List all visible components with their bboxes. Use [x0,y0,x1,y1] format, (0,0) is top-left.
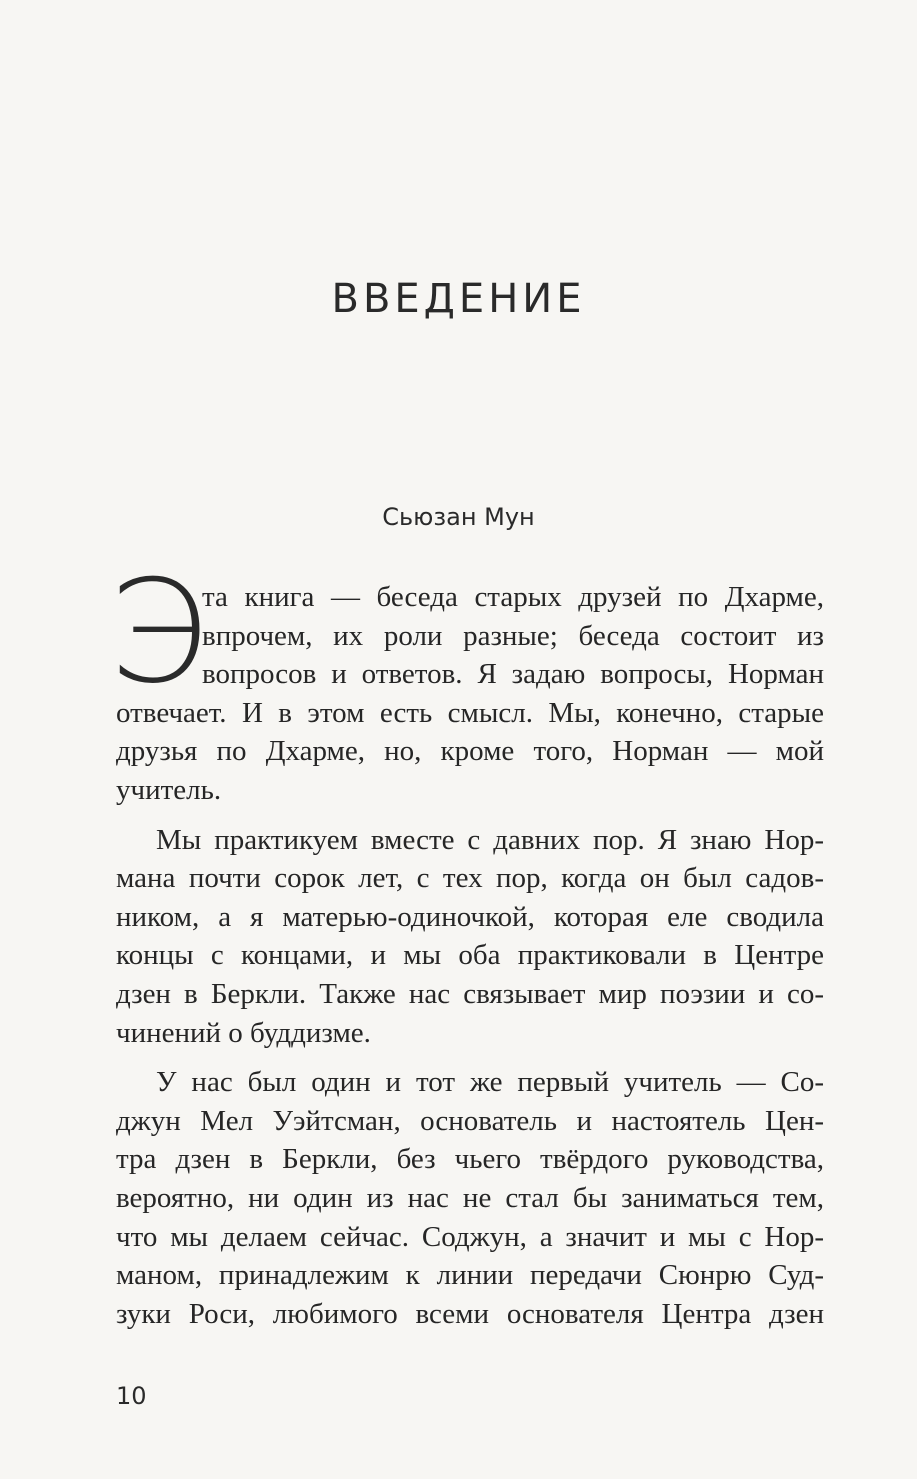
body-text [116,578,824,1333]
text-line: друзья по Дхарме, но, кроме того, Норман — мой [116,735,824,768]
chapter-author: Сьюзан Мун [382,503,535,531]
text-line: вопросов и ответов. Я задаю вопросы, Норман [202,658,824,691]
chapter-title: ВВЕДЕНИЕ [331,276,586,322]
text-line: учитель. [116,773,222,806]
text-line: впрочем, их роли разные; беседа состоит из [202,619,824,652]
page-number: 10 [116,1382,147,1410]
text-line: джун Мел Уэйтсман, основатель и настоятель Цен- [116,1104,824,1137]
text-line: мана почти сорок лет, с тех пор, когда он был садов- [116,862,824,895]
text-line: чинений о буддизме. [116,1016,371,1049]
text-line: тра дзен в Беркли, без чьего твёрдого руководства, [116,1143,824,1176]
text-line: отвечает. И в этом есть смысл. Мы, конечно, старые [116,696,824,729]
text-line: что мы делаем сейчас. Соджун, а значит и мы с Нор- [116,1220,824,1253]
text-line: маном, принадлежим к линии передачи Сюнрю Суд- [116,1259,824,1292]
drop-cap: Э [108,550,208,715]
text-line: У нас был один и тот же первый учитель — Со- [156,1066,824,1099]
text-line: вероятно, ни один из нас не стал бы заниматься тем, [116,1181,824,1214]
text-line: концы с концами, и мы оба практиковали в Центре [116,939,824,972]
text-line: Мы практикуем вместе с давних пор. Я знаю Нор- [156,823,824,856]
text-line: дзен в Беркли. Также нас связывает мир поэзии и со- [116,977,824,1010]
text-line: зуки Роси, любимого всеми основателя Центра дзен [116,1297,824,1330]
text-line: ником, а я матерью-одиночкой, которая еле сводила [116,900,824,933]
text-line: та книга — беседа старых друзей по Дхарме, [202,581,824,613]
